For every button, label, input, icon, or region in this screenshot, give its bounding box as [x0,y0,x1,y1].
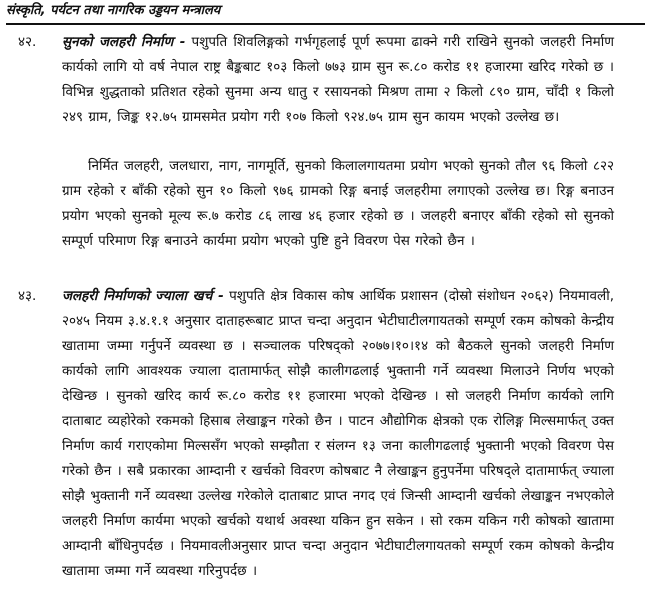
paragraph-text: पशुपति क्षेत्र विकास कोष आर्थिक प्रशासन (दोस्रो संशोधन २०६२) नियमावली, २०४५ नियम ३.४.१.१ अनुसार दाताहरूबाट प्राप्त चन्दा अनुदान भेटीघाटीलगायतको सम्पूर्ण रकम कोषको केन्द्रीय खातामा जम्मा गर्नुपर्ने व्यवस्था छ । सञ्चालक परिषद्को २०७७।१०।१४ को बैठकले सुनको जलहरी निर्माण कार्यको लागि आवश्यक ज्याला दातामार्फत् सोझै कालीगढलाई भुक्तानी गर्ने व्यवस्था मिलाउने निर्णय भएको देखिन्छ । सुनको खरिद कार्य रू.८० करोड ११ हजारमा भएको देखिन्छ । सो जलहरी निर्माण कार्यको लागि दाताबाट व्यहोरेको रकमको हिसाब लेखाङ्कन गरेको छैन । पाटन औद्योगिक क्षेत्रको एक रोलिङ्ग मिल्समार्फत् उक्त निर्माण कार्य गराएकोमा मिल्ससँग भएको सम्झौता र संलग्न १३ जना कालीगढलाई भुक्तानी भएको विवरण पेस गरेको छैन । सबै प्रकारका आम्दानी र खर्चको विवरण कोषबाट नै लेखाङ्कन हुनुपर्नेमा परिषद्ले दातामार्फत् ज्याला सोझै भुक्तानी गर्ने व्यवस्था उल्लेख गरेकोले दाताबाट प्राप्त नगद एवं जिन्सी आम्दानी खर्चको लेखाङ्कन नभएकोले जलहरी निर्माण कार्यमा भएको खर्चको यथार्थ अवस्था यकिन हुन सकेन । सो रकम यकिन गरी कोषको खातामा आम्दानी बाँधिनुपर्दछ । नियमावलीअनुसार प्राप्त चन्दा अनुदान भेटीघाटीलगायतको सम्पूर्ण रकम कोषको केन्द्रीय खातामा जम्मा गर्ने व्यवस्था गरिनुपर्दछ । [62,288,614,579]
paragraph-text: पशुपति शिवलिङ्गको गर्भगृहलाई पूर्ण रूपमा ढाक्ने गरी राखिने सुनको जलहरी निर्माण कार्यको लागि यो वर्ष नेपाल राष्ट्र बैङ्कबाट १०३ किलो ७७३ ग्राम सुन रू.८० करोड ११ हजारमा खरिद गरेको छ । विभिन्न शुद्धताको प्रतिशत रहेको सुनमा अन्य धातु र रसायनको मिश्रण तामा २ किलो ८९० ग्राम, चाँदी १ किलो २४९ ग्राम, जिङ्क १२.७५ ग्रामसमेत प्रयोग गरी १०७ किलो ९२४.७५ ग्राम सुन कायम भएको उल्लेख छ। [62,34,614,125]
section-title: जलहरी निर्माणको ज्याला खर्च - [62,288,224,304]
section-number: ४२. [18,34,37,50]
page-header: संस्कृति, पर्यटन तथा नागरिक उड्डयन मन्त्रालय [6,2,645,25]
section-paragraph [62,284,614,584]
section-paragraph [62,30,614,130]
section-number: ४३. [18,288,37,304]
section-paragraph: निर्मित जलहरी, जलधारा, नाग, नागमूर्ति, सुनको किलालगायतमा प्रयोग भएको सुनको तौल ९६ किलो ८२२ ग्राम रहेको र बाँकी रहेको सुन १० किलो ९७६ ग्रामको रिङ्ग बनाई जलहरीमा लगाएको उल्लेख छ। रिङ्ग बनाउन प्रयोग भएको सुनको मूल्य रू.७ करोड ८६ लाख ४६ हजार रहेको छ । जलहरी बनाएर बाँकी रहेको सो सुनको सम्पूर्ण परिमाण रिङ्ग बनाउने कार्यमा प्रयोग भएको पुष्टि हुने विवरण पेस गरेको छैन । [62,158,614,249]
section-title: सुनको जलहरी निर्माण - [62,34,186,50]
